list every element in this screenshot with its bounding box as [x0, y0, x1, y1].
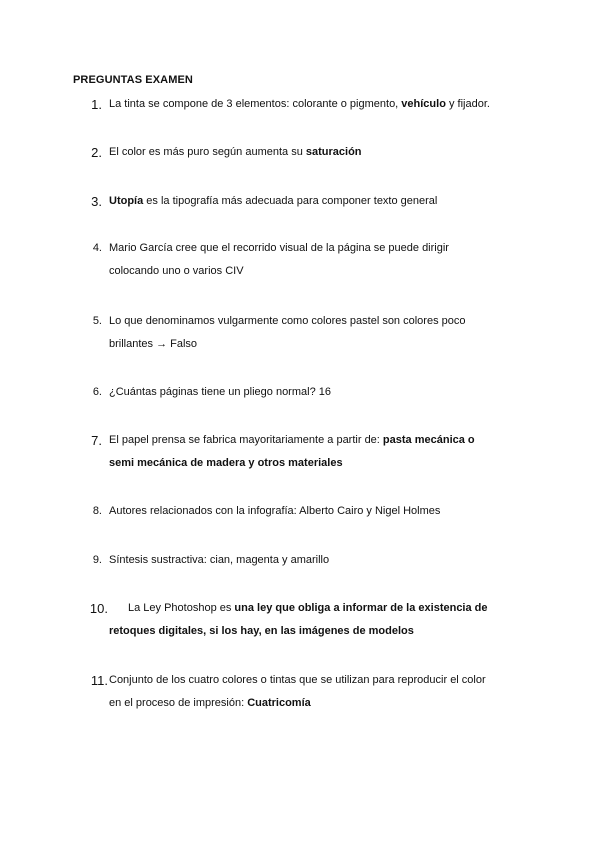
bold-answer-text: semi mecánica de madera y otros materiales: [109, 457, 343, 469]
question-line: [109, 669, 529, 692]
question-line: [109, 692, 529, 715]
question-line: [109, 500, 529, 523]
question-number: 4.: [92, 242, 102, 254]
question-line: [109, 260, 529, 283]
question-line: [109, 620, 529, 643]
question-number: 2.: [91, 145, 102, 160]
question-line: [109, 549, 529, 572]
question-text: [109, 549, 529, 572]
question-text-segment: ¿Cuántas páginas tiene un pliego normal? 16: [109, 386, 331, 398]
question-text: [109, 597, 529, 643]
question-text-segment: Síntesis sustractiva: cian, magenta y amarillo: [109, 554, 330, 566]
question-text-segment: El color es más puro según aumenta su: [109, 146, 306, 158]
question-text-segment: es la tipografía más adecuada para componer texto general: [143, 195, 438, 207]
question-text: [109, 93, 529, 116]
question-text-segment: en el proceso de impresión:: [109, 697, 248, 709]
question-text-segment: Conjunto de los cuatro colores o tintas que se utilizan para reproducir el color: [109, 674, 486, 686]
document-title: PREGUNTAS EXAMEN: [73, 74, 193, 86]
question-number: 6.: [92, 386, 102, 398]
question-text-segment: colocando uno o varios CIV: [109, 265, 244, 277]
question-text: [109, 237, 529, 283]
question-text: [109, 500, 529, 523]
question-number: 1.: [91, 97, 102, 112]
question-number: 11.: [90, 673, 108, 688]
question-text-segment: La Ley Photoshop es: [128, 602, 235, 614]
bold-answer-text: Cuatricomía: [247, 697, 311, 709]
question-text: [109, 310, 529, 356]
question-line: [109, 310, 529, 333]
bold-answer-text: vehículo: [401, 98, 446, 110]
bold-answer-text: una ley que obliga a informar de la existencia de: [234, 602, 488, 614]
question-number: 5.: [92, 315, 102, 327]
question-line: [109, 237, 529, 260]
question-line: [109, 333, 529, 356]
question-text: [109, 429, 529, 475]
question-text: [109, 141, 529, 164]
bold-answer-text: Utopía: [109, 195, 144, 207]
question-number: 7.: [91, 433, 102, 448]
question-text-segment: Lo que denominamos vulgarmente como colores pastel son colores poco: [109, 315, 466, 327]
question-text-segment: brillantes → Falso: [109, 338, 198, 350]
question-text: [109, 669, 529, 715]
question-number: 10.: [89, 601, 108, 616]
question-text-segment: La tinta se compone de 3 elementos: colorante o pigmento,: [109, 98, 402, 110]
question-line: [109, 190, 529, 213]
bold-answer-text: pasta mecánica o: [382, 434, 475, 446]
question-line: [109, 381, 529, 404]
question-number: 9.: [92, 554, 102, 566]
question-line: [109, 93, 529, 116]
question-line: [109, 597, 529, 620]
question-line: [109, 452, 529, 475]
question-number: 8.: [92, 505, 102, 517]
question-line: [109, 141, 529, 164]
question-line: [109, 429, 529, 452]
bold-answer-text: saturación: [305, 146, 362, 158]
question-text-segment: Mario García cree que el recorrido visual de la página se puede dirigir: [109, 242, 449, 254]
question-text-segment: Autores relacionados con la infografía: Alberto Cairo y Nigel Holmes: [109, 505, 441, 517]
question-text-segment: y fijador.: [445, 98, 490, 110]
question-number: 3.: [91, 194, 102, 209]
question-text: [109, 381, 529, 404]
question-text: [109, 190, 529, 213]
bold-answer-text: retoques digitales, si los hay, en las imágenes de modelos: [109, 625, 414, 637]
question-text-segment: El papel prensa se fabrica mayoritariamente a partir de:: [109, 434, 383, 446]
